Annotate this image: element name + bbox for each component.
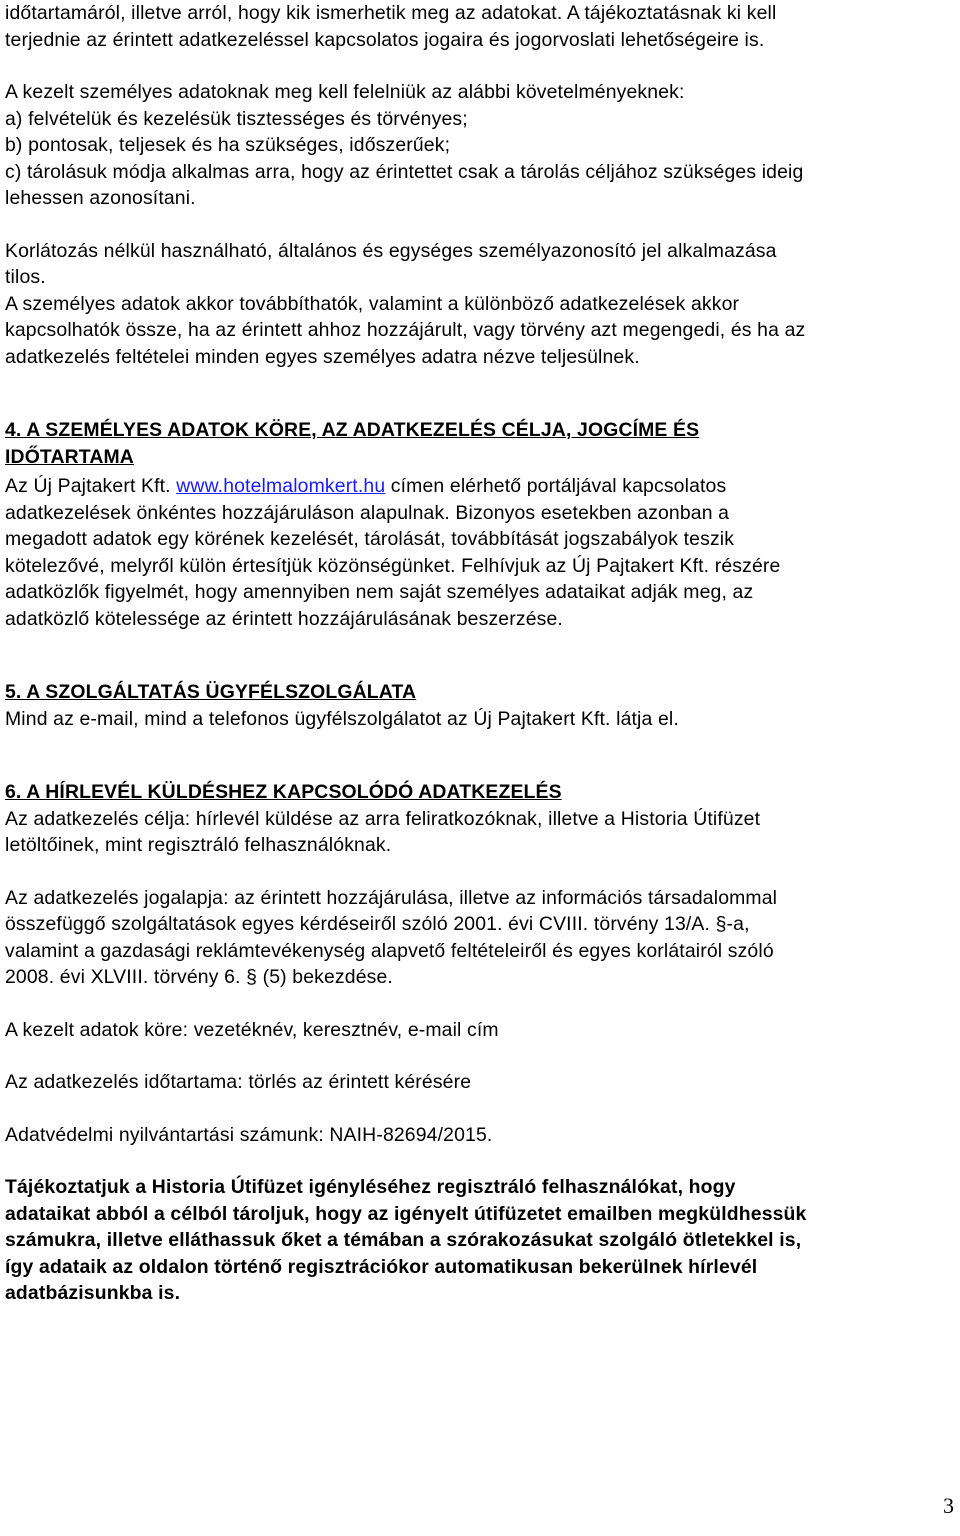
text-line: kötelezővé, melyről külön értesítjük közönségünket. Felhívjuk az Új Pajtakert Kft. részére	[5, 554, 781, 577]
registry-paragraph	[5, 1122, 955, 1149]
data-scope-paragraph	[5, 1017, 955, 1044]
text-line: összefüggő szolgáltatások egyes kérdéseiről szóló 2001. évi CVIII. törvény 13/A. §-a,	[5, 913, 750, 935]
text-line: időtartamáról, illetve arról, hogy kik ismerhetik meg az adatokat. A tájékoztatásnak ki kell	[5, 2, 777, 24]
section-6-heading: 6. A HÍRLEVÉL KÜLDÉSHEZ KAPCSOLÓDÓ ADATKEZELÉS	[5, 781, 562, 803]
text-line: adatkezelés feltételei minden egyes személyes adatra nézve teljesülnek.	[5, 345, 640, 368]
text-line: adatközlők figyelmét, hogy amennyiben nem saját személyes adataikat adják meg, az	[5, 581, 754, 603]
duration-paragraph	[5, 1069, 955, 1096]
text-line: Adatvédelmi nyilvántartási számunk: NAIH-82694/2015.	[5, 1123, 493, 1146]
text-line: Az adatkezelés célja: hírlevél küldése az arra feliratkozóknak, illetve a Historia Útifüzet	[5, 807, 761, 830]
text-line: Korlátozás nélkül használható, általános és egységes személyazonosító jel alkalmazása	[5, 239, 777, 262]
section-5-paragraph	[5, 706, 955, 733]
text-line: valamint a gazdasági reklámtevékenység alapvető feltételeiről és egyes korlátairól szóló	[5, 939, 774, 962]
list-item: c) tárolásuk módja alkalmas arra, hogy az érintettet csak a tárolás céljához szükséges ideig	[5, 160, 804, 183]
text-line: számukra, illetve elláthassuk őket a témában a szórakozásukat szolgáló ötletekkel is,	[5, 1229, 802, 1251]
text-line: A kezelt személyes adatoknak meg kell felelniük az alábbi követelményeknek:	[5, 81, 685, 103]
text-line: terjednie az érintett adatkezeléssel kapcsolatos jogaira és jogorvoslati lehetőségeire is.	[5, 28, 765, 51]
text-line: adatközlő kötelessége az érintett hozzájárulásának beszerzése.	[5, 607, 563, 630]
text-line: Mind az e-mail, mind a telefonos ügyfélszolgálatot az Új Pajtakert Kft. látja el.	[5, 707, 679, 730]
section-4-paragraph	[5, 473, 955, 632]
document-page	[5, 0, 955, 1307]
list-item: a) felvételük és kezelésük tisztességes és törvényes;	[5, 107, 468, 130]
website-link[interactable]: www.hotelmalomkert.hu	[176, 475, 386, 497]
requirements-paragraph	[5, 79, 955, 212]
text-line: Az Új Pajtakert Kft. www.hotelmalomkert.hu címen elérhető portáljával kapcsolatos	[5, 475, 727, 497]
legal-basis-paragraph	[5, 885, 955, 991]
restriction-paragraph	[5, 238, 955, 371]
text-line: letöltőinek, mint regisztráló felhasználóknak.	[5, 834, 392, 856]
text-line: megadott adatok egy körének kezelését, tárolását, továbbítását jogszabályok teszik	[5, 528, 735, 550]
notice-paragraph	[5, 1174, 955, 1307]
text-line: Tájékoztatjuk a Historia Útifüzet igényléséhez regisztráló felhasználókat, hogy	[5, 1176, 736, 1198]
text-line: 2008. évi XLVIII. törvény 6. § (5) bekezdése.	[5, 966, 393, 988]
text-line: Az adatkezelés időtartama: törlés az érintett kérésére	[5, 1071, 472, 1093]
text-line: lehessen azonosítani.	[5, 187, 196, 209]
purpose-paragraph	[5, 806, 955, 859]
text-line: Az adatkezelés jogalapja: az érintett hozzájárulása, illetve az információs társadalommal	[5, 886, 778, 909]
text-line: adatkezelések önkéntes hozzájáruláson alapulnak. Bizonyos esetekben azonban a	[5, 501, 730, 524]
text-line: adatbázisunkba is.	[5, 1282, 181, 1304]
text-line: így adataik az oldalon történő regisztrációkor automatikusan bekerülnek hírlevél	[5, 1255, 758, 1278]
text-line: tilos.	[5, 266, 46, 288]
text-line: kapcsolhatók össze, ha az érintett ahhoz hozzájárult, vagy törvény azt megengedi, és ha az	[5, 319, 806, 341]
text-line: adataikat abból a célból tároljuk, hogy az igényelt útifüzetet emailben megküldhessük	[5, 1202, 807, 1225]
intro-paragraph	[5, 0, 955, 53]
section-4-heading: 4. A SZEMÉLYES ADATOK KÖRE, AZ ADATKEZELÉS CÉLJA, JOGCÍME ÉS IDŐTARTAMA	[5, 419, 700, 468]
list-item: b) pontosak, teljesek és ha szükséges, időszerűek;	[5, 134, 451, 156]
section-5-heading: 5. A SZOLGÁLTATÁS ÜGYFÉLSZOLGÁLATA	[5, 681, 417, 703]
page-number: 3	[943, 1493, 954, 1518]
text-line: A kezelt adatok köre: vezetéknév, keresztnév, e-mail cím	[5, 1018, 499, 1041]
text-line: A személyes adatok akkor továbbíthatók, valamint a különböző adatkezelések akkor	[5, 292, 740, 315]
